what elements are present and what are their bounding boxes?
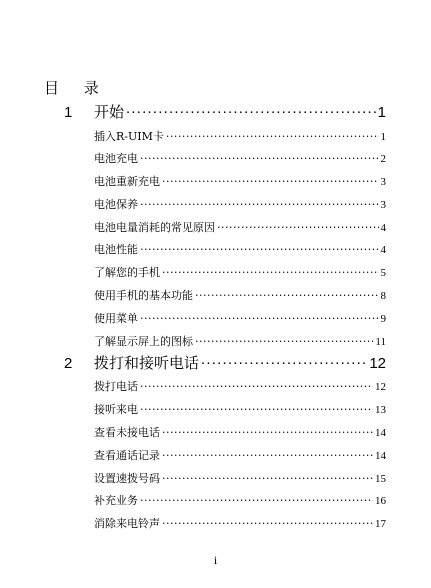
page-number: 17 bbox=[375, 518, 386, 530]
section-title: 插入R-UIM卡 bbox=[94, 130, 164, 143]
section-title: 设置速拨号码 bbox=[94, 472, 160, 485]
toc-section-row[interactable] bbox=[94, 447, 386, 463]
section-title: 拨打电话 bbox=[94, 380, 138, 393]
page-title: 目 录 bbox=[44, 79, 109, 97]
page-number: 12 bbox=[369, 355, 386, 372]
chapter-number: 2 bbox=[64, 355, 73, 372]
dot-leader bbox=[140, 379, 373, 390]
toc-section-row[interactable] bbox=[94, 264, 386, 280]
section-title: 使用手机的基本功能 bbox=[94, 289, 193, 302]
dot-leader bbox=[166, 129, 379, 140]
page-number: 15 bbox=[375, 473, 386, 485]
page-number: 16 bbox=[375, 495, 386, 507]
dot-leader bbox=[140, 197, 379, 208]
page-number: 14 bbox=[375, 427, 386, 439]
page-number: 14 bbox=[375, 450, 386, 462]
page-number: 2 bbox=[380, 153, 386, 165]
dot-leader bbox=[162, 174, 379, 185]
dot-leader bbox=[126, 102, 376, 117]
toc-section-row[interactable] bbox=[94, 470, 386, 486]
page-number: 3 bbox=[380, 199, 386, 211]
toc-chapter-row[interactable] bbox=[64, 101, 386, 122]
dot-leader bbox=[195, 334, 373, 345]
dot-leader bbox=[162, 448, 373, 459]
dot-leader bbox=[162, 471, 373, 482]
toc-section-row[interactable] bbox=[94, 378, 386, 394]
section-title: 了解您的手机 bbox=[94, 266, 160, 279]
toc-section-row[interactable] bbox=[94, 196, 386, 212]
chapter-number: 1 bbox=[64, 104, 73, 121]
dot-leader bbox=[195, 288, 379, 299]
page-number: 1 bbox=[377, 104, 386, 121]
page-number: 1 bbox=[380, 131, 386, 143]
chapter-title: 拨打和接听电话 bbox=[94, 354, 200, 372]
toc-section-row[interactable] bbox=[94, 173, 386, 189]
toc-section-row[interactable] bbox=[94, 492, 386, 508]
page-number: 11 bbox=[375, 336, 386, 348]
page-number: 3 bbox=[380, 176, 386, 188]
footer-page-number: i bbox=[213, 553, 218, 567]
toc-section-row[interactable] bbox=[94, 333, 386, 349]
dot-leader bbox=[140, 493, 373, 504]
dot-leader bbox=[140, 402, 373, 413]
section-title: 电池性能 bbox=[94, 243, 138, 256]
toc-section-row[interactable] bbox=[94, 219, 386, 235]
section-title: 了解显示屏上的图标 bbox=[94, 335, 193, 348]
dot-leader bbox=[217, 220, 379, 231]
toc-section-row[interactable] bbox=[94, 241, 386, 257]
dot-leader bbox=[162, 425, 373, 436]
page-number: 8 bbox=[380, 290, 386, 302]
toc-section-row[interactable] bbox=[94, 287, 386, 303]
section-title: 接听来电 bbox=[94, 403, 138, 416]
chapter-title: 开始 bbox=[94, 103, 125, 121]
toc-chapter-row[interactable] bbox=[64, 352, 386, 373]
section-title: 查看通话记录 bbox=[94, 449, 160, 462]
page-number: 4 bbox=[380, 222, 386, 234]
section-title: 使用菜单 bbox=[94, 312, 138, 325]
dot-leader bbox=[162, 265, 379, 276]
toc-section-row[interactable] bbox=[94, 128, 386, 144]
dot-leader bbox=[140, 311, 379, 322]
section-title: 消除来电铃声 bbox=[94, 517, 160, 530]
dot-leader bbox=[201, 353, 367, 368]
page-number: 9 bbox=[380, 313, 386, 325]
section-title: 电池保养 bbox=[94, 198, 138, 211]
toc-section-row[interactable] bbox=[94, 310, 386, 326]
toc-section-row[interactable] bbox=[94, 515, 386, 531]
page-number: 12 bbox=[375, 381, 386, 393]
page-number: 4 bbox=[380, 244, 386, 256]
section-title: 电池重新充电 bbox=[94, 175, 160, 188]
dot-leader bbox=[140, 242, 379, 253]
page-number: 13 bbox=[375, 404, 386, 416]
toc-section-row[interactable] bbox=[94, 401, 386, 417]
section-title: 补充业务 bbox=[94, 494, 138, 507]
page-number: 5 bbox=[380, 267, 386, 279]
section-title: 电池充电 bbox=[94, 152, 138, 165]
section-title: 查看未接电话 bbox=[94, 426, 160, 439]
toc-section-row[interactable] bbox=[94, 424, 386, 440]
dot-leader bbox=[140, 151, 379, 162]
dot-leader bbox=[162, 516, 373, 527]
toc-section-row[interactable] bbox=[94, 150, 386, 166]
section-title: 电池电量消耗的常见原因 bbox=[94, 221, 215, 234]
